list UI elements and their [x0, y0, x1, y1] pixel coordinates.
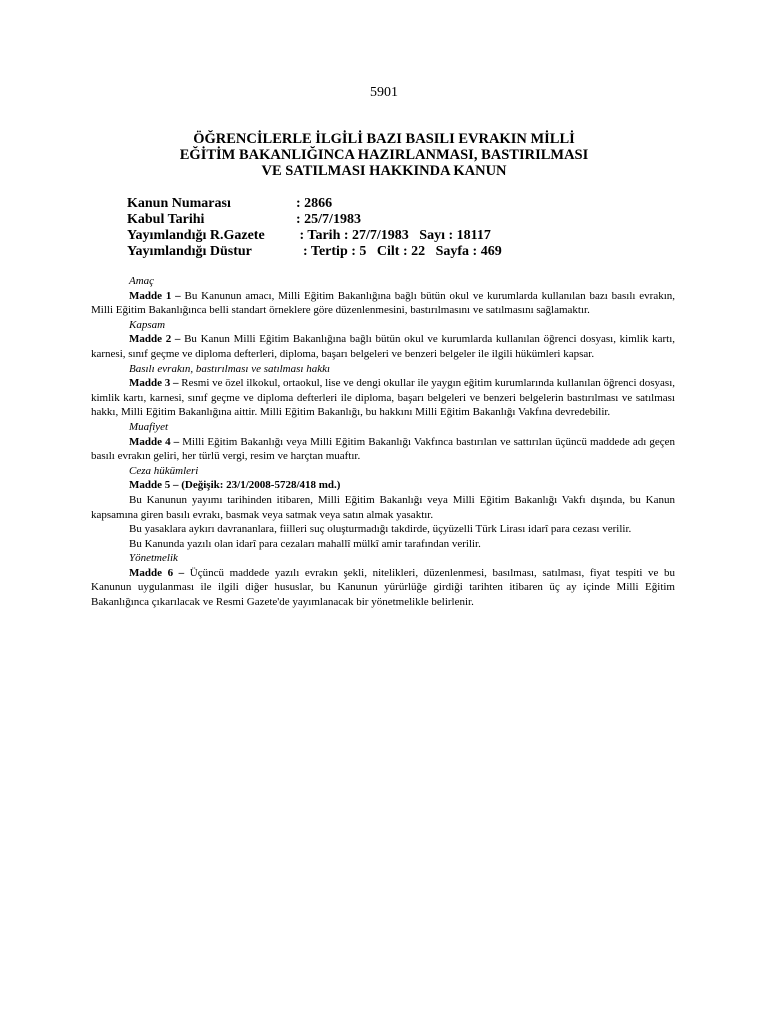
- law-title-line-2: EĞİTİM BAKANLIĞINCA HAZIRLANMASI, BASTIRILMASI: [179, 147, 589, 163]
- page-number: 5901: [370, 85, 398, 100]
- article-number: Madde 2 –: [129, 333, 181, 346]
- law-title: [90, 131, 678, 179]
- article-text: Bu Kanun Milli Eğitim Bakanlığına bağlı bütün okul ve kurumlarda kullanılan öğrenci dosyası, kimlik kartı, karnesi, sınıf geçme ve diploma defterleri, diploma, başarı belgeleri ve benzeri belgeler ile ilgili hükümleri kapsar.: [91, 333, 675, 360]
- section-heading-rights: Basılı evrakın, bastırılması ve satılması hakkı: [129, 362, 331, 375]
- article-text: Resmi ve özel ilkokul, ortaokul, lise ve dengi okullar ile yaygın eğitim kurumlarında kullanılan öğrenci dosyası, kimlik kartı, karnesi, sınıf geçme ve diploma defterleri ile diploma, başarı belgeleri ve benzeri belgelerin bastırılması ve satılması hakkı, Milli Eğitim Bakanlığına aittir. Milli Eğitim Bakanlığı, bu hakkını Milli Eğitim Bakanlığı Vakfına devredebilir.: [91, 377, 676, 419]
- law-title-line-1: ÖĞRENCİLERLE İLGİLİ BAZI BASILI EVRAKIN MİLLİ: [193, 131, 575, 147]
- meta-label: Kanun Numarası: [127, 196, 231, 211]
- section-heading-exemption: Muafiyet: [129, 420, 169, 433]
- article-6: [91, 566, 675, 610]
- law-body: [91, 274, 675, 610]
- article-5-paragraph-3: Bu Kanunda yazılı olan idarî para cezaları mahallî mülkî amir tarafından verilir.: [129, 537, 481, 550]
- section-heading-scope: Kapsam: [129, 318, 166, 331]
- article-number: Madde 4 –: [129, 435, 180, 448]
- article-number: Madde 3 –: [129, 377, 179, 390]
- law-metadata: [127, 196, 502, 260]
- meta-row-law-number: [127, 196, 502, 212]
- article-5-paragraph-1: Bu Kanunun yayımı tarihinden itibaren, Milli Eğitim Bakanlığı veya Milli Eğitim Bakanlığı Vakfı dışında, bu Kanun kapsamına giren basılı evrakı, basmak veya satmak veya satın almak yasaktır.: [91, 493, 675, 521]
- section-heading-purpose: Amaç: [129, 275, 155, 287]
- law-title-line-3: VE SATILMASI HAKKINDA KANUN: [261, 163, 507, 179]
- article-5-paragraph-2: Bu yasaklara aykırı davrananlara, fiilleri suç oluşturmadığı takdirde, üçyüzelli Türk Lirası idarî para cezası verilir.: [129, 523, 632, 536]
- article-number: Madde 6 –: [129, 566, 185, 579]
- article-3: [91, 376, 675, 420]
- article-1: [91, 289, 675, 318]
- meta-label: Kabul Tarihi: [127, 212, 205, 227]
- meta-row-gazette: [127, 228, 502, 244]
- article-number: Madde 5 – (Değişik: 23/1/2008-5728/418 md.): [129, 479, 341, 492]
- section-heading-penalties: Ceza hükümleri: [129, 464, 199, 477]
- meta-value: : Tertip : 5 Cilt : 22 Sayfa : 469: [296, 244, 502, 259]
- article-number: Madde 1 –: [129, 289, 181, 302]
- article-4: [91, 435, 675, 464]
- section-heading-regulation: Yönetmelik: [129, 552, 178, 565]
- article-5-title: [91, 478, 675, 493]
- meta-row-acceptance-date: [127, 212, 502, 228]
- meta-label: Yayımlandığı R.Gazete: [127, 228, 265, 243]
- meta-value: : Tarih : 27/7/1983 Sayı : 18117: [296, 228, 491, 243]
- article-text: Bu Kanunun amacı, Milli Eğitim Bakanlığına bağlı bütün okul ve kurumlarda kullanılan bazı basılı evrakın, Milli Eğitim Bakanlığınca belli standart örneklere göre düzenlenmesini, bastırılmasını ve satılmasını sağlamaktır.: [91, 289, 676, 317]
- meta-value: : 25/7/1983: [296, 212, 361, 227]
- article-text: Milli Eğitim Bakanlığı veya Milli Eğitim Bakanlığı Vakfınca bastırılan ve sattırılan üçüncü maddede adı geçen basılı evrakın geliri, her türlü vergi, resim ve harçtan muaftır.: [91, 435, 676, 463]
- article-text: Üçüncü maddede yazılı evrakın şekli, nitelikleri, düzenlenmesi, basılması, satılması, fiyat tespiti ve bu Kanunun uygulanması ile ilgili diğer hususlar, bu Kanunun yürürlüğe girdiği tarihten itibaren üç ay içinde Milli Eğitim Bakanlığınca çıkarılacak ve Resmi Gazete'de yayımlanacak bir yönetmelikle belirlenir.: [91, 566, 676, 609]
- meta-value: : 2866: [296, 196, 333, 211]
- meta-row-dustur: [127, 244, 502, 260]
- article-2: [91, 332, 675, 361]
- meta-label: Yayımlandığı Düstur: [127, 244, 252, 259]
